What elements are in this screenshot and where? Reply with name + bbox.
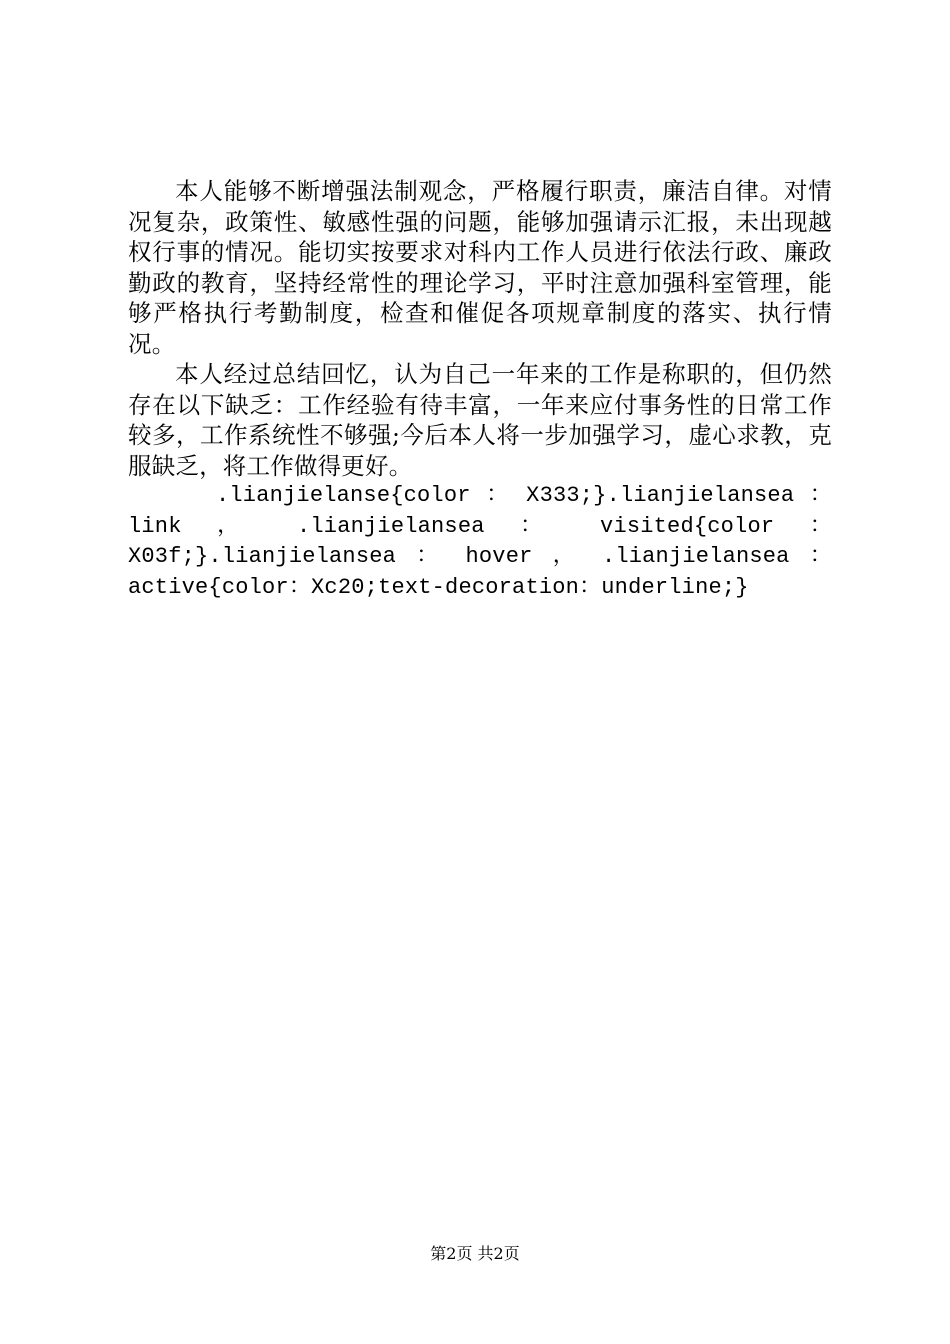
document-body <box>128 176 832 603</box>
paragraph-self-discipline: 本人能够不断增强法制观念，严格履行职责，廉洁自律。对情况复杂，政策性、敏感性强的问题，能够加强请示汇报，未出现越权行事的情况。能切实按要求对科内工作人员进行依法行政、廉政勤政的教育，坚持经常性的理论学习，平时注意加强科室管理，能够严格执行考勤制度，检查和催促各项规章制度的落实、执行情况。 <box>128 177 832 358</box>
page-footer: 第2页 共2页 <box>430 1244 520 1263</box>
paragraph-css-residue: .lianjielanse{color ： X333;}.lianjielansea ：link ， .lianjielansea ： visited{color ：X03f;}.lianjielansea ： hover ， .lianjielansea ：active{color：Xc20;text-decoration：underline;} <box>128 483 832 600</box>
paragraph-summary: 本人经过总结回忆，认为自己一年来的工作是称职的，但仍然存在以下缺乏：工作经验有待丰富，一年来应付事务性的日常工作较多，工作系统性不够强;今后本人将一步加强学习，虚心求教，克服缺乏，将工作做得更好。 <box>128 360 832 480</box>
